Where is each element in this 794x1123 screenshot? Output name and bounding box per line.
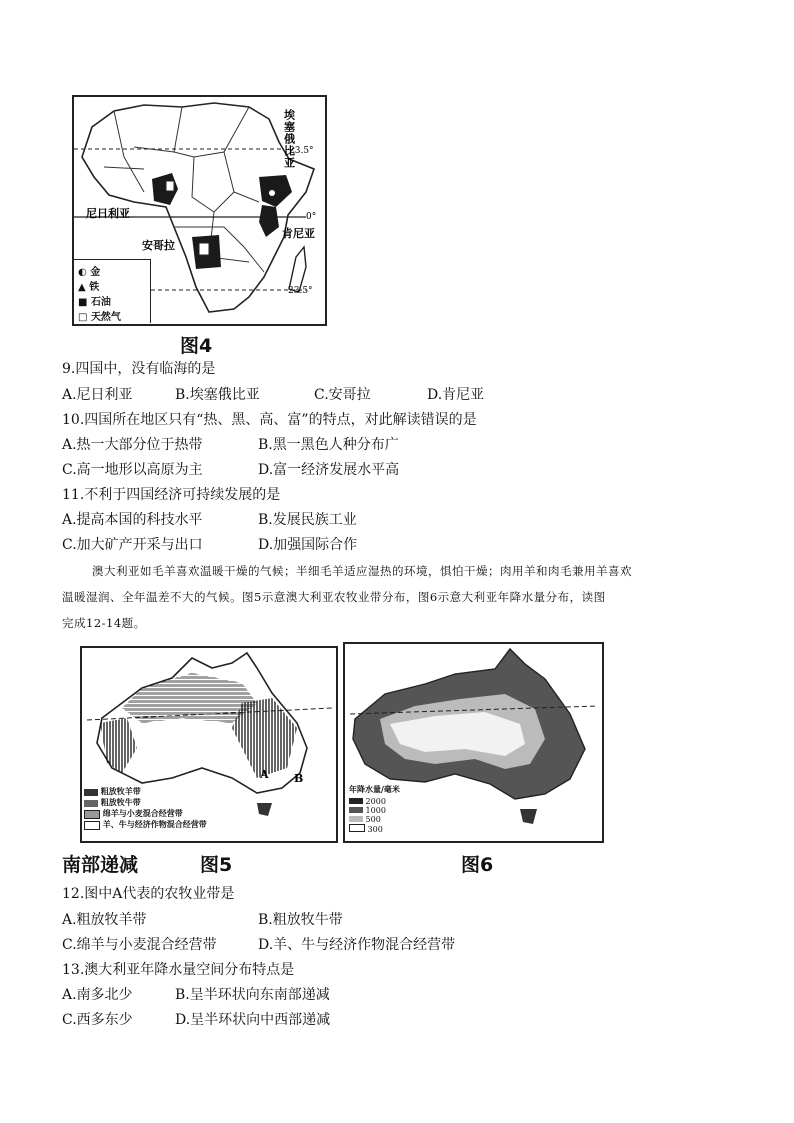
ethiopia-gold-marker — [269, 190, 275, 196]
legend5-item-4: 羊、牛与经济作物混合经营带 — [84, 819, 207, 830]
q11-option-c[interactable]: C.加大矿产开采与出口 — [62, 537, 203, 553]
q12-option-b[interactable]: B.粗放牧牛带 — [258, 912, 343, 928]
legend5-item-3: 绵羊与小麦混合经营带 — [84, 808, 183, 819]
fig5-left-note: 南部递减 — [62, 854, 139, 876]
question-10-stem: 10.四国所在地区只有“热、黑、高、富”的特点，对此解读错误的是 — [62, 412, 477, 428]
q11-option-a[interactable]: A.提高本国的科技水平 — [62, 512, 203, 528]
fig6-caption: 图6 — [461, 854, 494, 876]
africa-map — [72, 95, 327, 326]
passage-line-1: 澳大利亚如毛羊喜欢温暖干燥的气候；半细毛羊适应湿热的环境，惧怕干燥；肉用羊和肉毛兼用羊喜欢 — [92, 564, 632, 578]
fig4-legend — [74, 259, 151, 323]
passage-line-3: 完成12-14题。 — [62, 616, 146, 630]
legend6-item-2: 1000 — [349, 806, 439, 815]
q11-option-b[interactable]: B.发展民族工业 — [258, 512, 357, 528]
legend6-item-1: 2000 — [349, 797, 439, 806]
legend5-item-1: 粗放牧羊带 — [84, 786, 141, 797]
question-13-stem: 13.澳大利亚年降水量空间分布特点是 — [62, 962, 295, 978]
gas-icon: □ — [78, 312, 88, 323]
iron-icon: ▲ — [78, 282, 86, 293]
lat-equator-label: 0° — [306, 212, 317, 222]
fig5-caption: 图5 — [200, 854, 233, 876]
angola-gas-marker — [199, 243, 209, 255]
question-12-stem: 12.图中A代表的农牧业带是 — [62, 886, 235, 902]
q10-option-c[interactable]: C.高一地形以高原为主 — [62, 462, 203, 478]
legend6-title: 年降水量/毫米 — [349, 784, 400, 794]
question-11-stem: 11.不利于四国经济可持续发展的是 — [62, 487, 281, 503]
ethiopia-shape — [259, 175, 292, 207]
legend-oil: ■ 石油 — [78, 297, 111, 308]
q9-option-d[interactable]: D.肯尼亚 — [427, 387, 485, 403]
q10-option-b[interactable]: B.黑一黑色人种分布广 — [258, 437, 399, 453]
legend6-item-4: 300 — [349, 824, 439, 834]
q11-option-d[interactable]: D.加强国际合作 — [258, 537, 358, 553]
q13-option-d[interactable]: D.呈半环状向中西部递减 — [175, 1012, 331, 1028]
legend6-item-3: 500 — [349, 815, 439, 824]
lat-south-label: 23.5° — [288, 286, 313, 296]
q12-option-a[interactable]: A.粗放牧羊带 — [62, 912, 147, 928]
fig6-legend — [349, 784, 439, 834]
q12-option-c[interactable]: C.绵羊与小麦混合经营带 — [62, 937, 217, 953]
nigeria-gas-marker — [166, 181, 174, 191]
tasmania-6 — [520, 809, 537, 824]
fig4-caption: 图4 — [180, 335, 213, 357]
label-a: A — [260, 768, 269, 781]
sheep-belt-region — [122, 673, 257, 723]
legend-gas: □ 天然气 — [78, 312, 121, 323]
legend-gold: ◐ 金 — [78, 267, 101, 278]
legend5-item-2: 粗放牧牛带 — [84, 797, 141, 808]
oil-icon: ■ — [78, 297, 88, 308]
west-belt-region — [100, 718, 137, 773]
q13-option-b[interactable]: B.呈半环状向东南部递减 — [175, 987, 330, 1003]
q10-option-d[interactable]: D.富一经济发展水平高 — [258, 462, 400, 478]
q12-option-d[interactable]: D.羊、牛与经济作物混合经营带 — [258, 937, 456, 953]
nigeria-label: 尼日利亚 — [86, 207, 130, 220]
angola-label: 安哥拉 — [142, 239, 175, 252]
q13-option-c[interactable]: C.西多东少 — [62, 1012, 133, 1028]
label-b: B — [294, 772, 304, 785]
gold-icon: ◐ — [78, 267, 87, 278]
q9-option-a[interactable]: A.尼日利亚 — [62, 387, 133, 403]
q10-option-a[interactable]: A.热一大部分位于热带 — [62, 437, 203, 453]
q9-option-b[interactable]: B.埃塞俄比亚 — [175, 387, 260, 403]
tasmania-5 — [257, 803, 272, 816]
q13-option-a[interactable]: A.南多北少 — [62, 987, 133, 1003]
ethiopia-label: 埃塞俄比亚 — [282, 109, 296, 169]
kenya-shape — [259, 205, 279, 237]
question-9-stem: 9.四国中，没有临海的是 — [62, 361, 216, 377]
legend-iron: ▲ 铁 — [78, 282, 100, 293]
australia-rainfall-map — [343, 642, 604, 843]
kenya-label: 肯尼亚 — [282, 227, 315, 240]
passage-line-2: 温暖湿润、全年温差不大的气候。图5示意澳大利亚农牧业带分布，图6示意大利亚年降水量分布，读图 — [62, 590, 606, 604]
lat-north-label: 23.5° — [289, 146, 314, 156]
q9-option-c[interactable]: C.安哥拉 — [314, 387, 371, 403]
australia-farming-map — [80, 646, 338, 843]
